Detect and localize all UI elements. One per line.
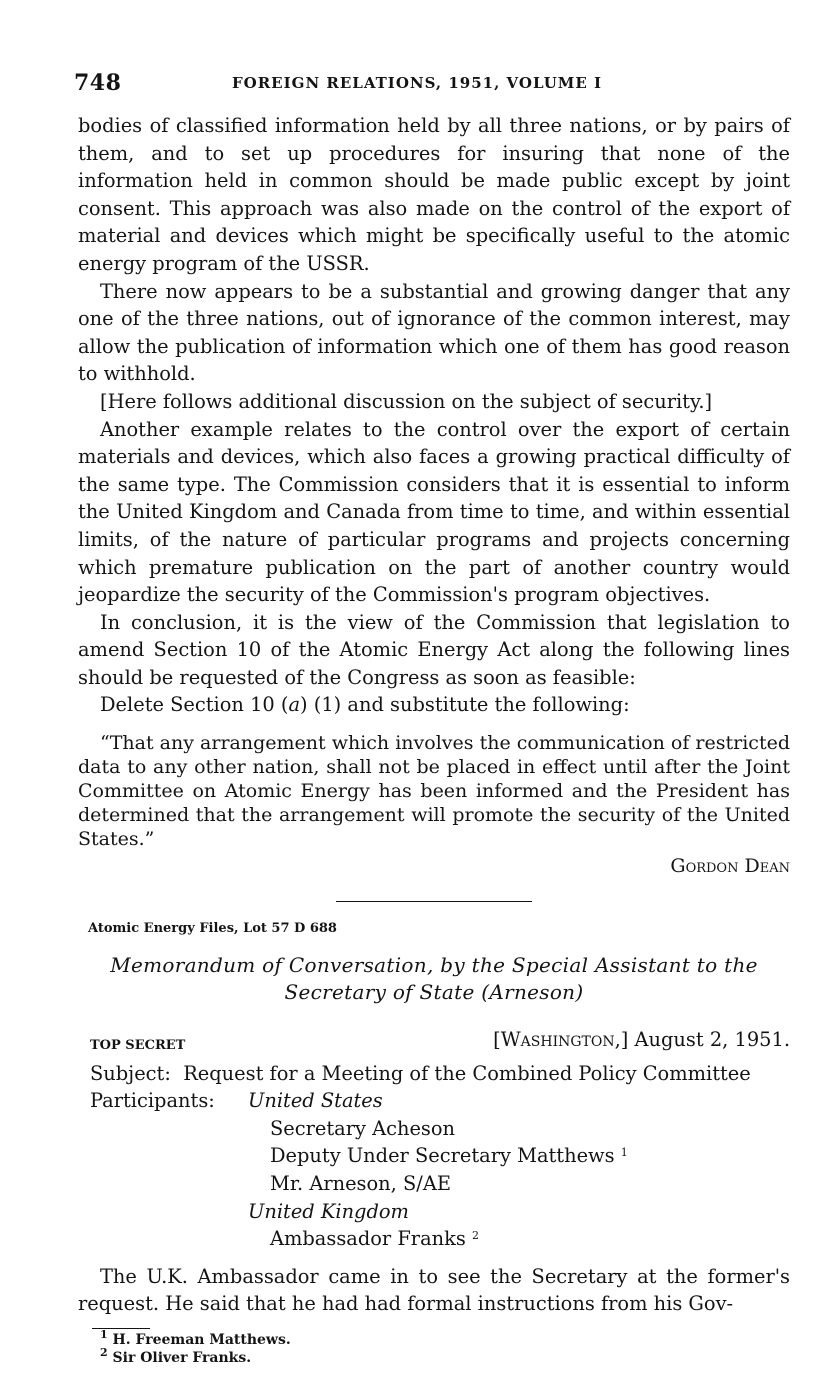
section-divider bbox=[336, 901, 532, 902]
participant-row: Ambassador Franks $^2$ bbox=[270, 1227, 479, 1251]
participants-label: Participants: bbox=[90, 1089, 215, 1113]
editorial-note: [Here follows additional discussion on the subject of security.] bbox=[100, 389, 713, 413]
country-uk-row bbox=[90, 1198, 790, 1226]
page-number: 748 bbox=[74, 70, 122, 96]
running-head bbox=[74, 70, 794, 104]
participant-row: Deputy Under Secretary Matthews $^1$ bbox=[270, 1144, 628, 1168]
paragraph-continued: bodies of classified information held by all three nations, or by pairs of them, and to set up procedures for insuring that none of the information held in common should be made public except by joint consent. This approach was also made on the control of the export of material and devices which might be specifically useful to the atomic energy program of the USSR. bbox=[78, 114, 790, 275]
classification: TOP SECRET bbox=[90, 1037, 186, 1053]
place-date: [Washington,] August 2, 1951. bbox=[493, 1027, 790, 1051]
page-body bbox=[78, 112, 790, 1367]
paragraph-export-control: Another example relates to the control over the export of certain materials and devices, which also faces a growing practical difficulty of the same type. The Commission considers that it is essential to inform the United Kingdom and Canada from time to time, and within essential limits, of the nature of particular programs and projects concerning which premature publication on the part of another country would jeopardize the security of the Commission's program objectives. bbox=[78, 417, 790, 607]
signature: Gordon Dean bbox=[670, 855, 790, 878]
classification-line bbox=[78, 1026, 790, 1056]
running-title: FOREIGN RELATIONS, 1951, VOLUME I bbox=[232, 74, 603, 92]
closing-paragraph: The U.K. Ambassador came in to see the Secretary at the former's request. He said that he had had formal instructions from his Gov- bbox=[78, 1264, 790, 1316]
paragraph-danger: There now appears to be a substantial and growing danger that any one of the three nations, out of ignorance of the common interest, may allow the publication of information which one of them has good reason to withhold. bbox=[78, 279, 790, 386]
footnote: $^2$ Sir Oliver Franks. bbox=[100, 1346, 252, 1366]
subject-line: Subject: Request for a Meeting of the Combined Policy Committee bbox=[90, 1061, 751, 1085]
participant-row: Secretary Acheson bbox=[270, 1116, 456, 1140]
delete-section-line: Delete Section 10 (a) (1) and substitute the following: bbox=[100, 693, 630, 717]
participant-row: Mr. Arneson, S/AE bbox=[270, 1172, 451, 1196]
paragraph-conclusion: In conclusion, it is the view of the Commission that legislation to amend Section 10 of the Atomic Energy Act along the following lines should be requested of the Congress as soon as feasible: bbox=[78, 610, 790, 689]
participants-header bbox=[90, 1087, 790, 1115]
memo-title: Memorandum of Conversation, by the Special Assistant to the Secretary of State (Arneson) bbox=[110, 952, 758, 1004]
proposed-amendment-quote: “That any arrangement which involves the communication of restricted data to any other nation, shall not be placed in effect until after the Joint Committee on Atomic Energy has been informed and the President has determined that the arrangement will promote the security of the United States.” bbox=[78, 732, 790, 851]
source-citation: Atomic Energy Files, Lot 57 D 688 bbox=[88, 920, 337, 936]
footnote: $^1$ H. Freeman Matthews. bbox=[100, 1328, 291, 1348]
country-us: United States bbox=[248, 1089, 383, 1113]
country-uk: United Kingdom bbox=[248, 1199, 409, 1223]
